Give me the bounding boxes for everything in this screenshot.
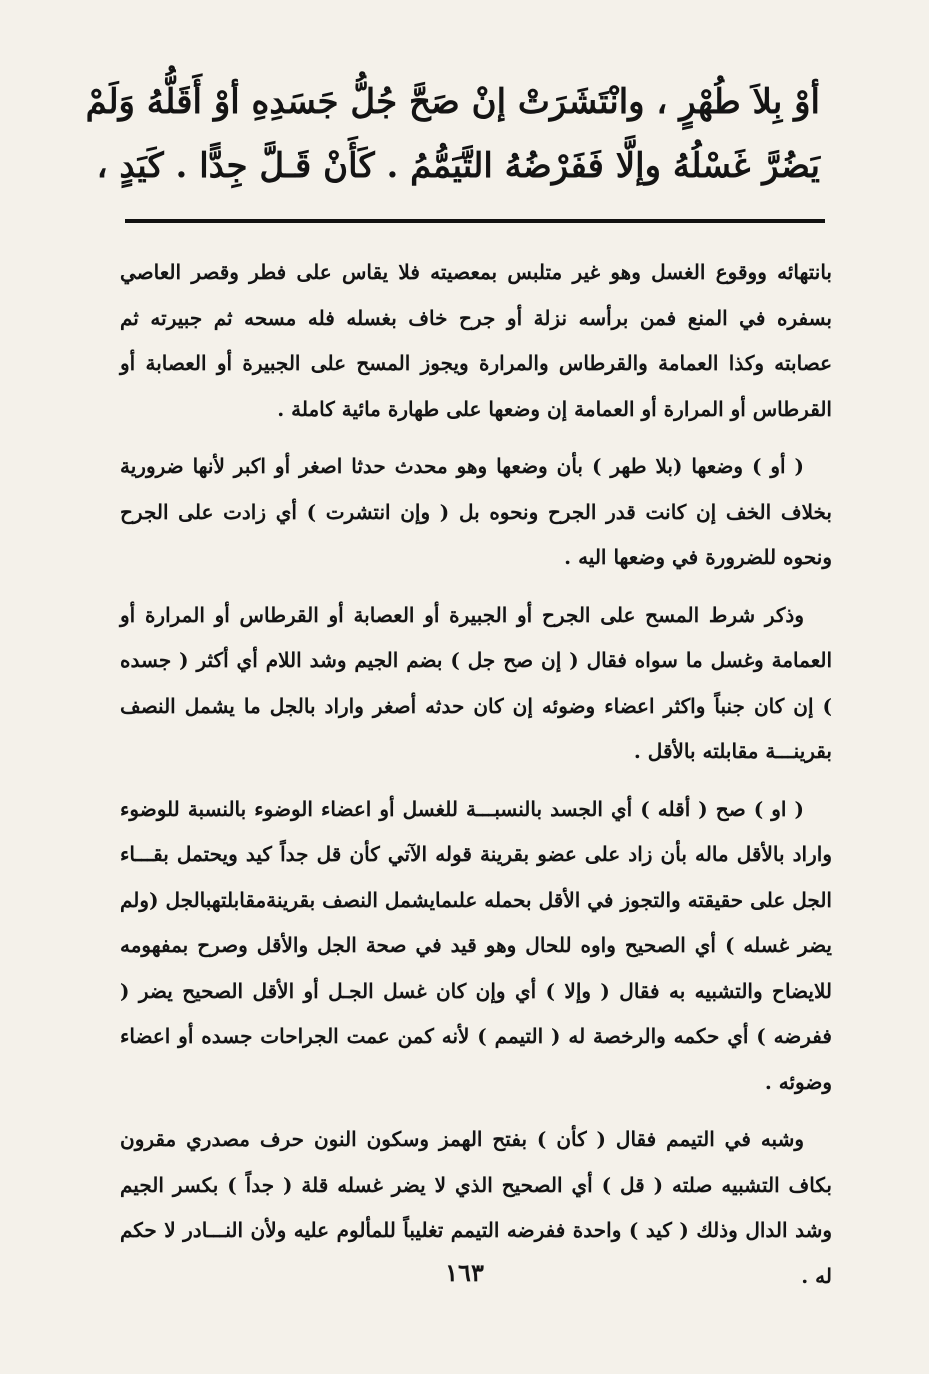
commentary-paragraph: وشبه في التيمم فقال ( كأن ) بفتح الهمز وسكون النون حرف مصدري مقرون بكاف التشبيه صلته ( قل ) أي الصحيح الذي لا يضر غسله قلة ( جداً ) بكسر الجيم وشد الدال وذلك ( كيد ) واحدة ففرضه التيمم تغليباً للمألوم عليه ولأن النـــادر لا حكم له .	[120, 1127, 832, 1288]
commentary-text-block	[120, 250, 832, 1311]
page-number: ١٦٣	[445, 1258, 484, 1287]
matn-text-block	[85, 70, 820, 198]
matn-line: يَضُرَّ غَسْلُهُ وإلَّا فَفَرْضُهُ التَّيَمُّمُ . كَأَنْ قَـلَّ جِدًّا . كَيَدٍ ،	[96, 146, 820, 186]
commentary-paragraph: بانتهائه ووقوع الغسل وهو غير متلبس بمعصيته فلا يقاس على فطر وقصر العاصي بسفره في المنع فمن برأسه نزلة أو جرح خاف بغسله فله مسحه ثم جبيرته ثم عصابته وكذا العمامة والقرطاس والمرارة ويجوز المسح على الجبيرة أو العصابة أو القرطاس أو المرارة أو العمامة إن وضعها على طهارة مائية كاملة .	[120, 260, 832, 421]
commentary-paragraph: وذكر شرط المسح على الجرح أو الجبيرة أو العصابة أو القرطاس أو المرارة أو العمامة وغسل ما سواه فقال ( إن صح جل ) بضم الجيم وشد اللام أي أكثر ( جسده ) إن كان جنباً واكثر اعضاء وضوئه إن كان حدثه أصغر واراد بالجل ما يشمل النصف بقرينـــة مقابلته بالأقل .	[120, 602, 832, 763]
commentary-paragraph: ( أو ) وضعها (بلا طهر ) بأن وضعها وهو محدث حدثا اصغر أو اكبر لأنها ضرورية بخلاف الخف إن كانت قدر الجرح ونحوه بل ( وإن انتشرت ) أي زادت على الجرح ونحوه للضرورة في وضعها اليه .	[120, 454, 832, 569]
commentary-paragraph: ( او ) صح ( أقله ) أي الجسد بالنسبـــة للغسل أو اعضاء الوضوء بالنسبة للوضوء واراد بالأقل ماله بأن زاد على عضو بقرينة قوله الآتي كأن قل جداً كيد ويحتمل بقـــاء الجل على حقيقته والتجوز في الأقل بحمله علىمايشمل النصف بقرينةمقابلتهبالجل (ولم يضر غسله ) أي الصحيح واوه للحال وهو قيد في صحة الجل والأقل وصرح بمفهومه للايضاح والتشبيه به فقال ( وإلا ) أي وإن كان غسل الجـل أو الأقل الصحيح يضر ( ففرضه ) أي حكمه والرخصة له ( التيمم ) لأنه كمن عمت الجراحات جسده أو اعضاء وضوئه .	[120, 796, 832, 1094]
matn-line: أوْ بِلاَ طُهْرٍ ، وانْتَشَرَتْ إنْ صَحَّ جُلُّ جَسَدِهِ أوْ أَقَلُّهُ وَلَمْ	[85, 82, 820, 122]
horizontal-divider	[125, 219, 825, 223]
